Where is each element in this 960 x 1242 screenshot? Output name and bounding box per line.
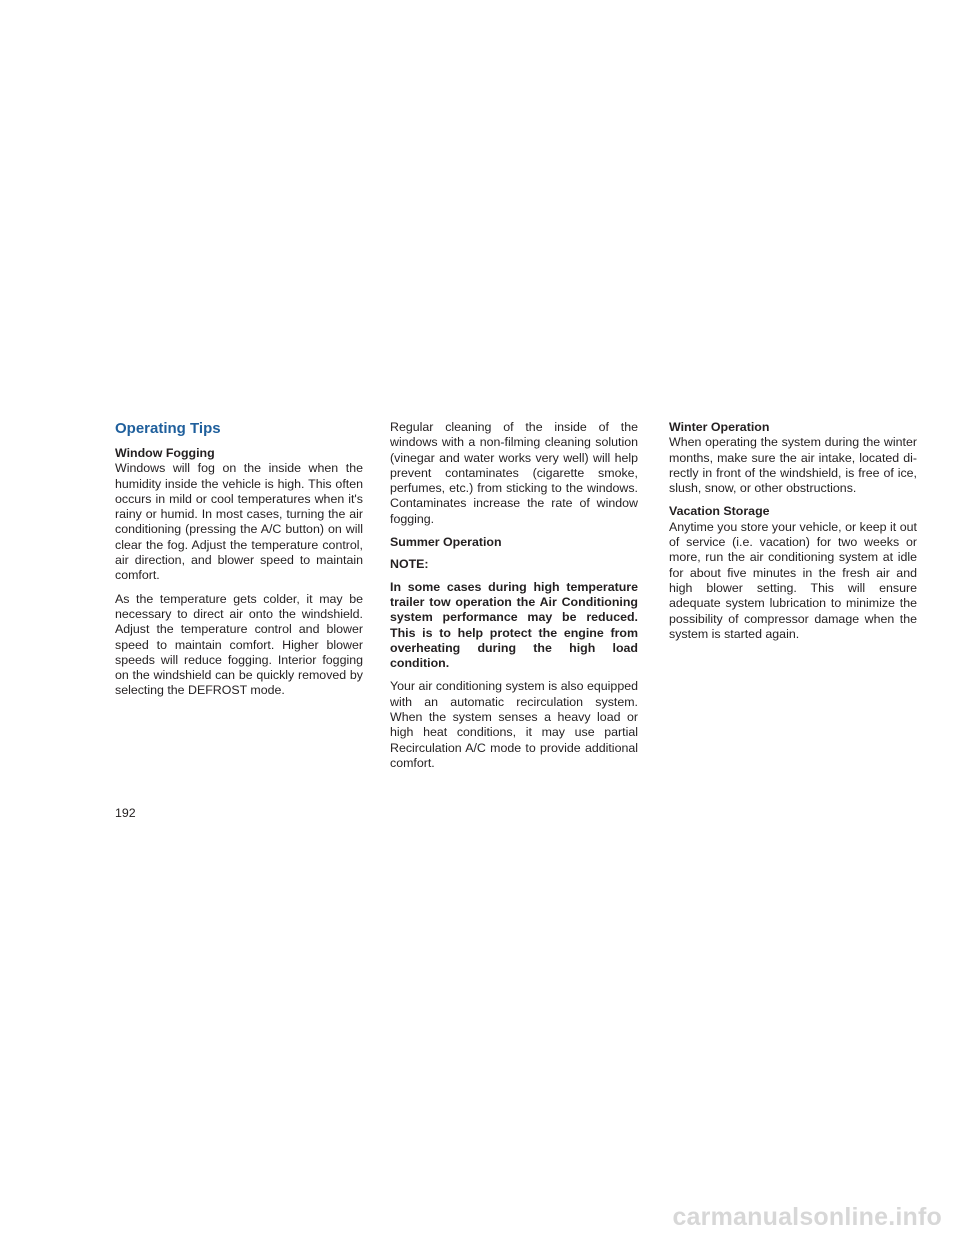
winter-operation-text: When operating the system during the winter months, make sure the air intake, located directly in front of the windshield, is free of ice, slush, snow, or other obstructions. (669, 435, 917, 496)
watermark: carmanualsonline.info (672, 1203, 942, 1231)
window-fogging-text: Windows will fog on the inside when the humidity inside the vehicle is high. This often occurs in mild or cool temperatures when it's rainy or humid. In most cases, turning the air conditioning (pressing the A/C button) on will clear the fog. Adjust the temperature control, air direction, and blower speed to maintain comfort. (115, 461, 363, 583)
recirculation-text: Your air conditioning system is also equipped with an automatic recirculation system. When the system senses a heavy load or high heat conditions, it may use partial Recirculation A/C mode to provide additional comfort. (390, 679, 638, 770)
vacation-storage-text: Anytime you store your vehicle, or keep it out of service (i.e. vacation) for two weeks or more, run the air conditioning system at idle for about five minutes in the fresh air and high blower setting. This will ensure adequate system lubrication to minimize the possibility of compressor damage when the system is started again. (669, 519, 917, 641)
column-2 (390, 420, 638, 779)
vacation-storage-heading: Vacation Storage (669, 504, 770, 519)
page-number: 192 (115, 806, 136, 820)
note-label: NOTE: (390, 557, 429, 572)
section-title: Operating Tips (115, 420, 221, 437)
note-text: In some cases during high temperature trailer tow operation the Air Conditioning system performance may be reduced. This is to help protect the engine from overheating during the high load condition. (390, 579, 638, 671)
winter-operation-heading: Winter Operation (669, 420, 770, 434)
column-1 (115, 446, 363, 707)
window-fogging-heading: Window Fogging (115, 446, 215, 460)
window-cleaning-text: Regular cleaning of the inside of the windows with a non-filming cleaning solution (vinegar and water works very well) will help prevent contaminates (cigarette smoke, perfumes, etc.) from sticking to the windows. Contaminates increase the rate of window fogging. (390, 420, 638, 526)
colder-temperature-text: As the temperature gets colder, it may be necessary to direct air onto the windshield. Adjust the temperature control and blower speed to maintain comfort. Higher blower speeds will reduce fogging. Interior fogging on the windshield can be quickly removed by selecting the DEFROST mode. (115, 591, 363, 698)
column-3 (669, 420, 917, 650)
summer-operation-heading: Summer Operation (390, 535, 502, 550)
